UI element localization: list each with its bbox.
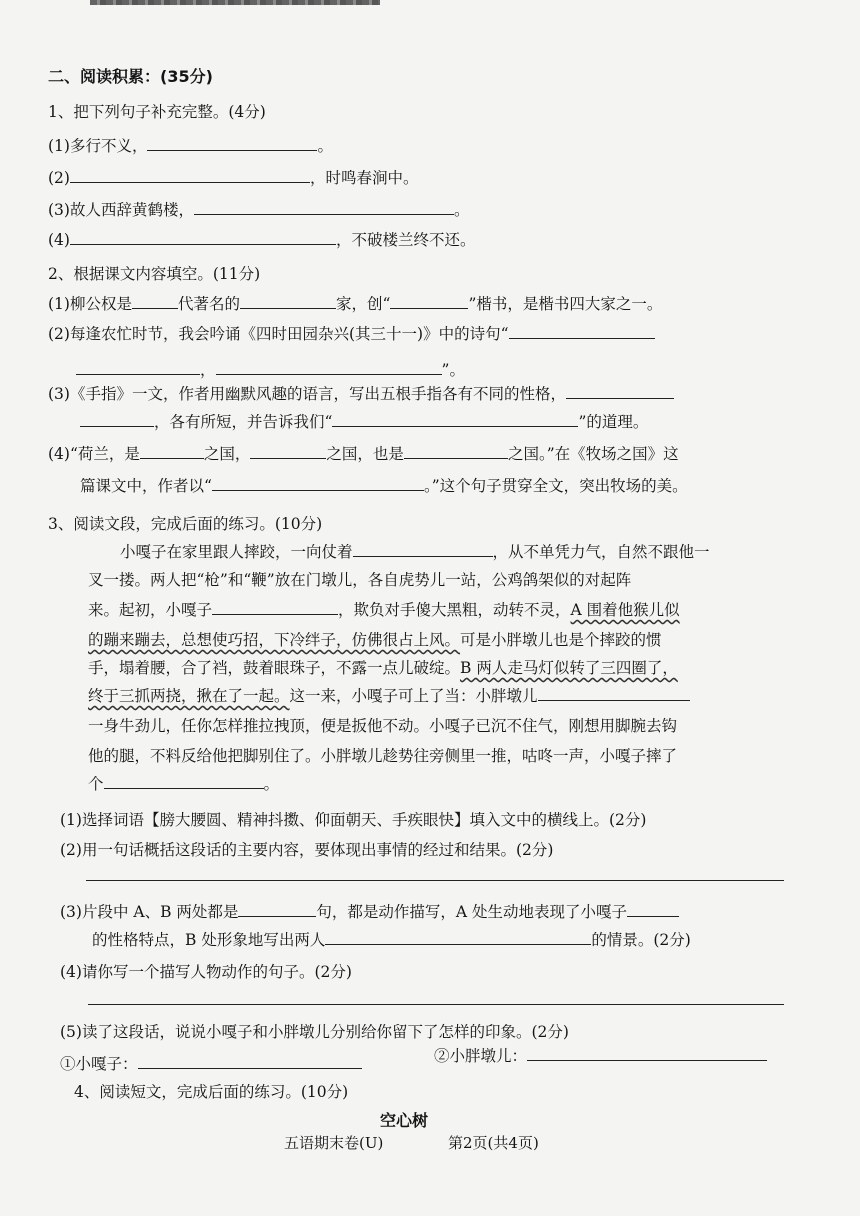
passage-line-7: 一身牛劲儿，任你怎样推拉拽顶，便是扳他不动。小嘎子已沉不住气，刚想用脚腕去钩 [88,717,678,735]
q2-line-1: (1)柳公权是 代著名的 家，创“ ”楷书，是楷书四大家之一。 [48,295,663,313]
q3-sub-5b: ②小胖墩儿： [434,1044,767,1066]
passage-line-2: 叉一搂。两人把“枪”和“鞭”放在门墩儿，各自虎势儿一站，公鸡鸽架似的对起阵 [88,571,632,589]
footer-page-number: 第2页(共4页) [448,1134,539,1152]
q3-title: 3、阅读文段，完成后面的练习。(10分) [48,515,323,533]
q1-item-3: (3)故人西辞黄鹤楼， 。 [48,201,470,219]
q2-line-2: (2)每逢农忙时节，我会吟诵《四时田园杂兴(其三十一)》中的诗句“ [48,322,655,344]
q2-line-3: ， ”。 [76,358,465,380]
q4-title: 4、阅读短文，完成后面的练习。(10分) [74,1083,349,1101]
q3-sub-2: (2)用一句话概括这段话的主要内容，要体现出事情的经过和结果。(2分) [60,841,554,859]
q2-line-5: ，各有所短，并告诉我们“ ”的道理。 [80,410,648,432]
scan-artifact [90,0,380,5]
passage-line-1: 小嘎子在家里跟人摔跤，一向仗着 ，从不单凭力气，自然不跟他一 [120,543,710,561]
q2-title: 2、根据课文内容填空。(11分) [48,265,261,283]
q2-line-7: 篇课文中，作者以“ 。”这个句子贯穿全文，突出牧场的美。 [80,477,688,495]
passage-line-9: 个 。 [88,775,280,793]
passage-title: 空心树 [380,1111,429,1130]
passage-line-8: 他的腿，不料反给他把脚别住了。小胖墩儿趁势往旁侧里一推，咕咚一声，小嘎子摔了 [88,747,678,765]
passage-line-3: 来。起初，小嘎子 ，欺负对手傻大黑粗，动转不灵，A 围着他猴儿似 [88,601,680,619]
q1-item-2: (2) ，时鸣春涧中。 [48,169,419,187]
q3-sub-3: (3)片段中 A、B 两处都是 句，都是动作描写，A 处生动地表现了小嘎子 [60,900,679,922]
q3-sub-1: (1)选择词语【膀大腰圆、精神抖擞、仰面朝天、手疾眼快】填入文中的横线上。(2分) [60,811,647,829]
answer-line-4[interactable] [88,1004,784,1005]
q3-sub-3b: 的性格特点，B 处形象地写出两人 的情景。(2分) [92,931,691,949]
q3-sub-4: (4)请你写一个描写人物动作的句子。(2分) [60,963,352,981]
answer-line-2[interactable] [86,880,784,881]
q2-line-4: (3)《手指》一文，作者用幽默风趣的语言，写出五根手指各有不同的性格， [48,382,674,404]
passage-line-5: 手，塌着腰，合了裆，鼓着眼珠子，不露一点儿破绽。B 两人走马灯似转了三四圈了， [88,659,678,677]
q1-title: 1、把下列句子补充完整。(4分) [48,103,266,121]
q1-item-4: (4) ，不破楼兰终不还。 [48,231,476,249]
section-title: 二、阅读积累：(35分) [48,67,213,86]
q3-sub-5: (5)读了这段话，说说小嘎子和小胖墩儿分别给你留下了怎样的印象。(2分) [60,1023,569,1041]
q1-item-1: (1)多行不义， 。 [48,137,333,155]
footer-exam-name: 五语期末卷(U) [284,1134,384,1152]
q2-line-6: (4)“荷兰，是 之国， 之国，也是 之国。”在《牧场之国》这 [48,445,679,463]
passage-line-4: 的蹦来蹦去，总想使巧招，下冷绊子，仿佛很占上风。可是小胖墩儿也是个摔跤的惯 [88,631,662,649]
passage-line-6: 终于三抓两挠，揪在了一起。这一来，小嘎子可上了当：小胖墩儿 [88,684,690,706]
q3-sub-5a: ①小嘎子： [60,1052,362,1074]
